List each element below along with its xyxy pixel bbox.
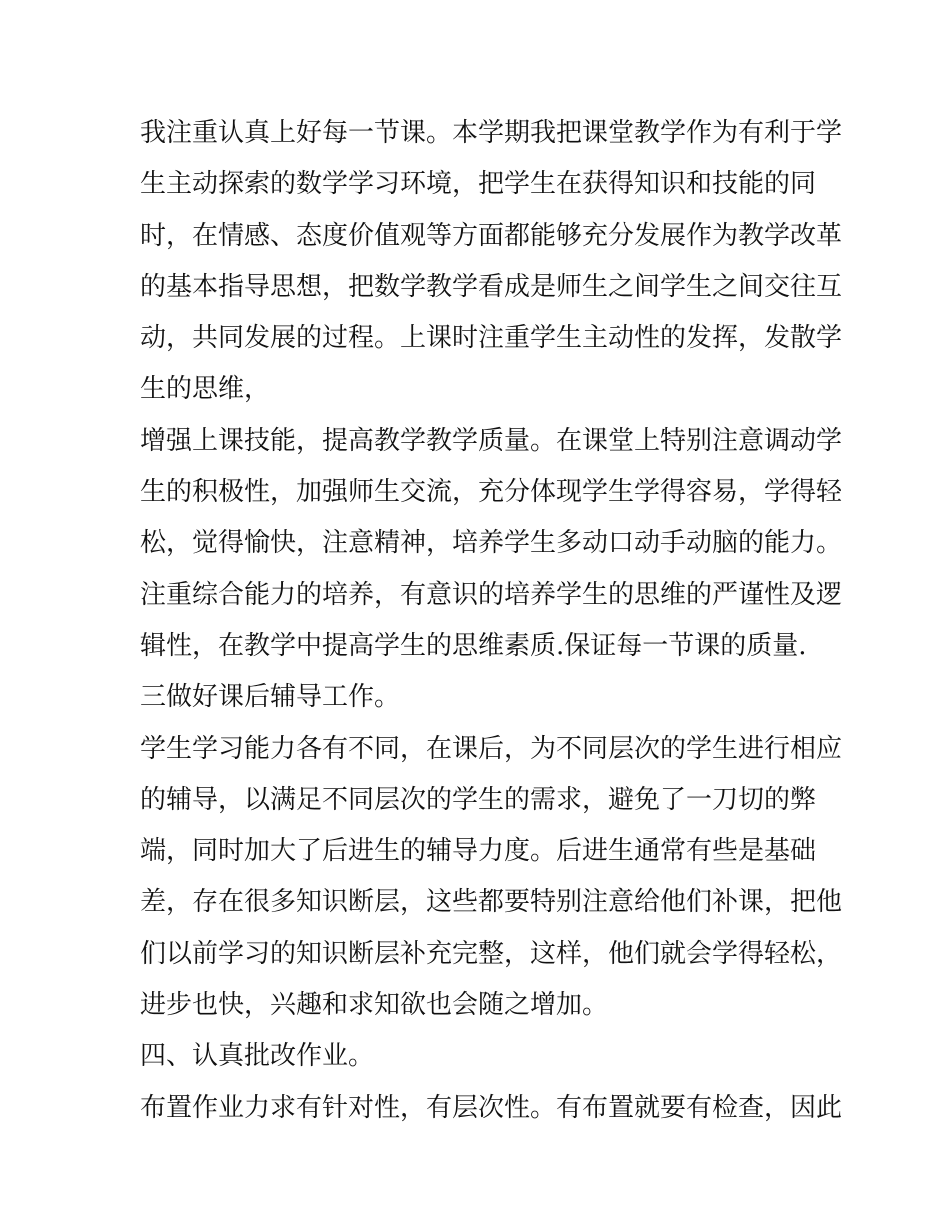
text-line: 进步也快，兴趣和求知欲也会随之增加。 xyxy=(140,990,609,1021)
text-line: 生主动探索的数学学习环境，把学生在获得知识和技能的同 xyxy=(140,169,817,200)
text-line: 增强上课技能，提高教学教学质量。在课堂上特别注意调动学 xyxy=(140,425,843,456)
text-line: 们以前学习的知识断层补充完整，这样，他们就会学得轻松， xyxy=(140,938,843,969)
document-body xyxy=(140,108,843,1134)
text-line: 的辅导，以满足不同层次的学生的需求，避免了一刀切的弊 xyxy=(140,784,817,815)
text-line: 生的思维， xyxy=(140,374,271,405)
text-line: 我注重认真上好每一节课。本学期我把课堂教学作为有利于学 xyxy=(140,118,843,148)
text-line: 差，存在很多知识断层，这些都要特别注意给他们补课，把他 xyxy=(140,887,843,918)
text-line: 辑性，在教学中提高学生的思维素质.保证每一节课的质量. xyxy=(140,630,807,661)
text-line: 注重综合能力的培养，有意识的培养学生的思维的严谨性及逻 xyxy=(140,579,843,610)
text-line: 动，共同发展的过程。上课时注重学生主动性的发挥，发散学 xyxy=(140,323,843,354)
section-heading: 三做好课后辅导工作。 xyxy=(140,682,401,713)
text-line: 端，同时加大了后进生的辅导力度。后进生通常有些是基础 xyxy=(140,836,817,867)
text-line: 的基本指导思想，把数学教学看成是师生之间学生之间交往互 xyxy=(140,271,843,302)
text-line: 生的积极性，加强师生交流，充分体现学生学得容易，学得轻 xyxy=(140,477,843,508)
text-line: 松，觉得愉快，注意精神，培养学生多动口动手动脑的能力。 xyxy=(140,528,843,559)
section-heading: 四、认真批改作业。 xyxy=(140,1041,375,1072)
text-line: 时，在情感、态度价值观等方面都能够充分发展作为教学改革 xyxy=(140,220,843,251)
text-line: 学生学习能力各有不同，在课后，为不同层次的学生进行相应 xyxy=(140,733,843,764)
text-line: 布置作业力求有针对性，有层次性。有布置就要有检查，因此 xyxy=(140,1092,843,1123)
